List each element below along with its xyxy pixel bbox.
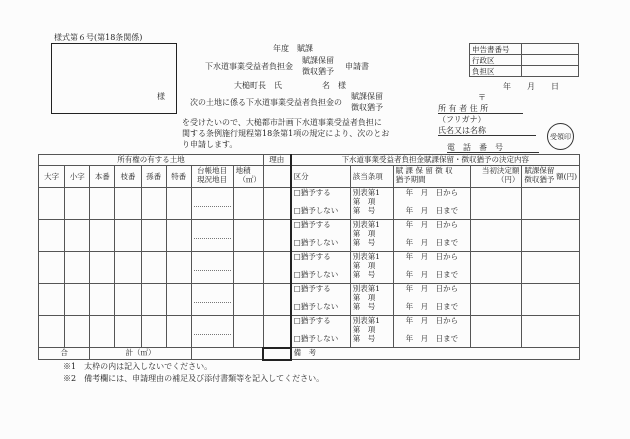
form-label: 様式第６号(第18条関係): [54, 33, 143, 42]
period-to: 年 月 日まで: [405, 206, 459, 215]
cell-clause: [350, 284, 393, 316]
cell-oaza[interactable]: [39, 316, 65, 348]
cell-edaban[interactable]: [115, 252, 141, 284]
col-period-line2: 猶予期間: [395, 175, 426, 184]
cell-land-category[interactable]: [191, 252, 233, 284]
clause-number: 第 号: [352, 238, 376, 247]
cell-oaza[interactable]: [39, 284, 65, 316]
cell-koaza[interactable]: [65, 220, 90, 252]
cell-koaza[interactable]: [65, 284, 90, 316]
cell-clause: [350, 188, 393, 220]
title-option-b: 徴収猶予: [302, 67, 334, 76]
cell-deferred-amount: [522, 316, 580, 348]
col-land-category: [191, 166, 233, 188]
clause-number: 第 号: [352, 302, 376, 311]
intro-body-line3: り申請します。: [182, 140, 238, 149]
intro-option-a: 賦課保留: [351, 92, 383, 101]
cell-category: [291, 316, 351, 348]
option-defer[interactable]: □猶予する: [293, 220, 331, 229]
period-from: 年 月 日から: [405, 188, 459, 197]
cell-category: [291, 284, 351, 316]
cell-honban[interactable]: [90, 252, 115, 284]
name-field[interactable]: [438, 126, 536, 136]
cell-reason[interactable]: [263, 220, 290, 252]
cell-tokuban[interactable]: [166, 220, 191, 252]
cell-reason[interactable]: [263, 188, 290, 220]
total-label-b: 計（㎡）: [90, 348, 191, 360]
cell-initial-amount: [471, 252, 522, 284]
table-row: [39, 220, 580, 252]
col-edaban: 枝番: [115, 166, 141, 188]
reason-header: 理由: [263, 155, 290, 166]
cell-koaza[interactable]: [65, 252, 90, 284]
col-amount-unit: 額(円): [556, 172, 577, 181]
cell-magoban[interactable]: [141, 284, 166, 316]
table-row: [39, 188, 580, 220]
cell-period: [393, 284, 470, 316]
clause-item: 第 項: [352, 293, 376, 302]
option-no-defer[interactable]: □猶予しない: [293, 302, 339, 311]
period-from: 年 月 日から: [405, 284, 459, 293]
col-period: [393, 166, 470, 188]
cell-initial-amount: [471, 316, 522, 348]
period-to: 年 月 日まで: [405, 270, 459, 279]
clause-item: 第 項: [352, 229, 376, 238]
cell-magoban[interactable]: [141, 252, 166, 284]
col-initial-amount: [471, 166, 522, 188]
table-row: [39, 284, 580, 316]
cell-tokuban[interactable]: [166, 316, 191, 348]
dotted-divider: [194, 270, 231, 271]
intro-option-b: 徴収猶予: [351, 103, 383, 112]
clause-number: 第 号: [352, 206, 376, 215]
cell-category: [291, 220, 351, 252]
cell-land-category[interactable]: [191, 220, 233, 252]
title-subject: 下水道事業受益者負担金: [205, 62, 293, 71]
col-honban: 本番: [90, 166, 115, 188]
col-deferred-amount: [522, 166, 580, 188]
col-amount-line1: 賦課保留: [524, 166, 555, 175]
addressee-suffix: 様: [157, 92, 165, 101]
cell-reason[interactable]: [263, 284, 290, 316]
total-reason-field: [263, 348, 290, 360]
reference-row: [470, 55, 579, 66]
col-clause: 該当条項: [350, 166, 393, 188]
addressee-box[interactable]: [51, 43, 177, 114]
cell-koaza[interactable]: [65, 316, 90, 348]
note-2: ※2 備考欄には、申請理由の補足及び添付書類等を記入してください。: [63, 374, 325, 383]
period-from: 年 月 日から: [405, 252, 459, 261]
main-table: [38, 154, 580, 361]
cell-honban[interactable]: [90, 284, 115, 316]
address-field[interactable]: [438, 104, 523, 114]
phone-label: 電 話 番 号: [447, 143, 503, 152]
option-defer[interactable]: □猶予する: [293, 188, 331, 197]
cell-clause: [350, 220, 393, 252]
cell-edaban[interactable]: [115, 220, 141, 252]
mayor-line: 大槌町長 氏 名 様: [234, 81, 346, 90]
clause-table: 別表第1: [352, 316, 381, 325]
col-amount-line2: 徴収猶予: [524, 175, 555, 184]
dotted-divider: [194, 206, 231, 207]
cell-magoban[interactable]: [141, 316, 166, 348]
reference-label: 負担区: [470, 66, 522, 77]
name-label: 氏名又は名称: [438, 126, 486, 135]
cell-deferred-amount: [522, 188, 580, 220]
period-from: 年 月 日から: [405, 316, 459, 325]
option-no-defer[interactable]: □猶予しない: [293, 334, 339, 343]
furigana-label: （フリガナ）: [438, 115, 486, 124]
col-tokuban: 特番: [166, 166, 191, 188]
period-to: 年 月 日まで: [405, 238, 459, 247]
date-month: 月: [527, 82, 535, 91]
cell-magoban[interactable]: [141, 220, 166, 252]
intro-body-line2: 関する条例施行規程第18条第1項の規定により、次のとお: [182, 129, 390, 138]
clause-number: 第 号: [352, 270, 376, 279]
total-area-field[interactable]: [191, 348, 263, 360]
cell-magoban[interactable]: [141, 188, 166, 220]
clause-table: 別表第1: [352, 252, 381, 261]
cell-period: [393, 220, 470, 252]
reference-table: [469, 43, 579, 77]
col-koaza: 小字: [65, 166, 90, 188]
cell-tokuban[interactable]: [166, 284, 191, 316]
receipt-stamp: 受領印: [547, 123, 574, 150]
cell-period: [393, 188, 470, 220]
cell-area[interactable]: [233, 188, 263, 220]
clause-table: 別表第1: [352, 220, 381, 229]
cell-honban[interactable]: [90, 188, 115, 220]
option-defer[interactable]: □猶予する: [293, 316, 331, 325]
cell-land-category[interactable]: [191, 188, 233, 220]
cell-land-category[interactable]: [191, 316, 233, 348]
cell-koaza[interactable]: [65, 188, 90, 220]
clause-table: 別表第1: [352, 284, 381, 293]
cell-deferred-amount: [522, 252, 580, 284]
title-option-a: 賦課保留: [302, 56, 334, 65]
date-day: 日: [551, 82, 559, 91]
decision-header: 下水道事業受益者負担金賦課保留・徴収猶予の決定内容: [291, 155, 580, 166]
col-area-label: 地積: [235, 166, 251, 175]
option-defer[interactable]: □猶予する: [293, 252, 331, 261]
col-period-line1: 賦 課 保 留 徴 収: [395, 166, 453, 175]
col-initial-line1: 当初決定額: [481, 166, 520, 175]
cell-tokuban[interactable]: [166, 188, 191, 220]
col-category: 区分: [291, 166, 351, 188]
cell-edaban[interactable]: [115, 316, 141, 348]
clause-table: 別表第1: [352, 188, 381, 197]
title-doc-type: 申請書: [345, 62, 369, 71]
reference-value-field[interactable]: [522, 44, 579, 55]
clause-item: 第 項: [352, 261, 376, 270]
cell-initial-amount: [471, 188, 522, 220]
cell-area[interactable]: [233, 220, 263, 252]
cell-initial-amount: [471, 220, 522, 252]
cell-clause: [350, 316, 393, 348]
date-year: 年: [503, 82, 511, 91]
intro-body-line1: を受けたいので、大槌都市計画下水道事業受益者負担に: [182, 118, 382, 127]
clause-item: 第 項: [352, 325, 376, 334]
cell-tokuban[interactable]: [166, 252, 191, 284]
cell-period: [393, 252, 470, 284]
cell-area[interactable]: [233, 252, 263, 284]
col-initial-line2: （円）: [496, 175, 520, 184]
cell-honban[interactable]: [90, 220, 115, 252]
address-label: 所 有 者 住 所: [438, 104, 489, 113]
option-defer[interactable]: □猶予する: [293, 284, 331, 293]
col-current-category: 現況地目: [197, 175, 228, 184]
dotted-divider: [194, 238, 231, 239]
table-row: [39, 252, 580, 284]
title-year-line: 年度 賦課: [273, 44, 313, 53]
cell-reason[interactable]: [263, 252, 290, 284]
cell-oaza[interactable]: [39, 252, 65, 284]
cell-area[interactable]: [233, 316, 263, 348]
col-oaza: 大字: [39, 166, 65, 188]
cell-category: [291, 188, 351, 220]
option-no-defer[interactable]: □猶予しない: [293, 206, 339, 215]
land-header: 所有権の有する土地: [39, 155, 264, 166]
reference-value-field[interactable]: [522, 55, 579, 66]
intro-line1: 次の土地に係る下水道事業受益者負担金の: [190, 98, 342, 107]
cell-land-category[interactable]: [191, 284, 233, 316]
dotted-divider: [194, 334, 231, 335]
cell-edaban[interactable]: [115, 188, 141, 220]
reference-row: [470, 66, 579, 77]
note-1: ※1 太枠の内は記入しないでください。: [63, 362, 213, 371]
cell-reason[interactable]: [263, 316, 290, 348]
cell-oaza[interactable]: [39, 220, 65, 252]
cell-edaban[interactable]: [115, 284, 141, 316]
phone-field[interactable]: [447, 143, 539, 153]
cell-category: [291, 252, 351, 284]
cell-period: [393, 316, 470, 348]
reference-value-field[interactable]: [522, 66, 579, 77]
period-from: 年 月 日から: [405, 220, 459, 229]
postal-mark: 〒: [478, 93, 486, 102]
option-no-defer[interactable]: □猶予しない: [293, 270, 339, 279]
period-to: 年 月 日まで: [405, 302, 459, 311]
cell-honban[interactable]: [90, 316, 115, 348]
clause-number: 第 号: [352, 334, 376, 343]
col-magoban: 孫番: [141, 166, 166, 188]
col-area-unit: （㎡）: [238, 175, 261, 184]
remarks-field[interactable]: [291, 348, 580, 360]
dotted-divider: [194, 302, 231, 303]
cell-deferred-amount: [522, 284, 580, 316]
cell-oaza[interactable]: [39, 188, 65, 220]
col-reason: [263, 166, 290, 188]
period-to: 年 月 日まで: [405, 334, 459, 343]
remarks-label: 備 考: [293, 348, 317, 357]
option-no-defer[interactable]: □猶予しない: [293, 238, 339, 247]
cell-deferred-amount: [522, 220, 580, 252]
reference-row: [470, 44, 579, 55]
col-area: [233, 166, 263, 188]
clause-item: 第 項: [352, 197, 376, 206]
table-row: [39, 316, 580, 348]
col-ledger-category: 台帳地目: [197, 166, 228, 175]
cell-initial-amount: [471, 284, 522, 316]
total-label-a: 合: [39, 348, 90, 360]
cell-area[interactable]: [233, 284, 263, 316]
cell-clause: [350, 252, 393, 284]
reference-label: 行政区: [470, 55, 522, 66]
reference-label: 申告書番号: [470, 44, 522, 55]
